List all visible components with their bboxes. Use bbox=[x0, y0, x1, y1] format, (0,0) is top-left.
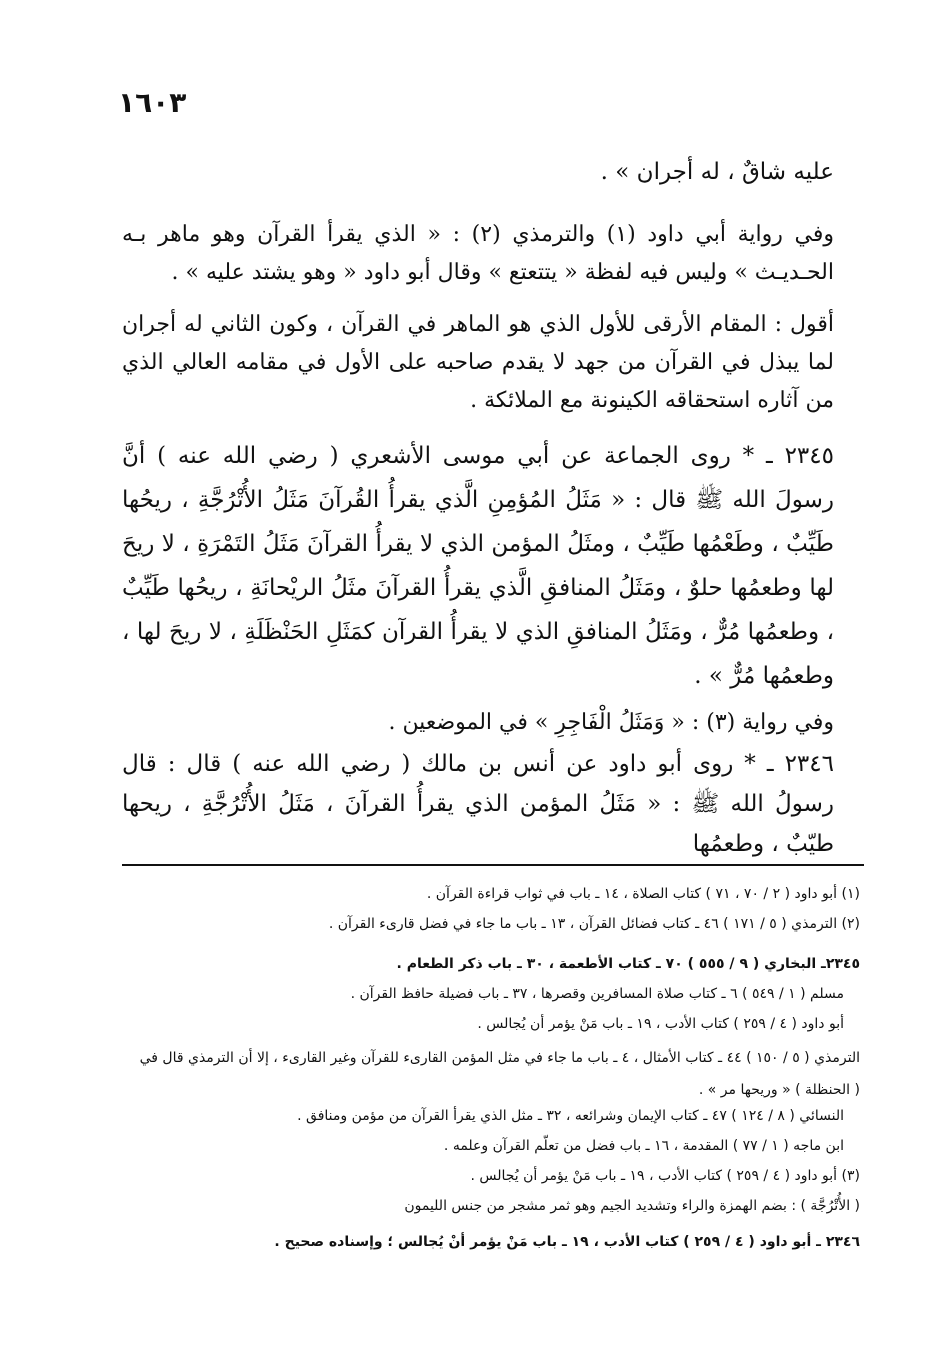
reference-2345-muslim: مسلم ( ١ / ٥٤٩ ) ٦ ـ كتاب صلاة المسافرين وقصرها ، ٣٧ ـ باب فضيلة حافظ القرآن . bbox=[350, 986, 844, 1002]
main-text bbox=[122, 150, 834, 864]
glossary-utrujja: ( الأُتْرُجَّة ) : بضم الهمزة والراء وتشديد الجيم وهو ثمر مشجر من جنس الليمون bbox=[404, 1198, 860, 1214]
paragraph-commentary: أقول : المقام الأرقى للأول الذي هو الماهر في القرآن ، وكون الثاني له أجران لما يبذل في القرآن من جهد لا يقدم صاحبه على الأول في مقامه العالي الذي من آثاره استحقاقه الكينونة مع الملائكة . bbox=[122, 312, 834, 413]
footnote-3: (٣) أبو داود ( ٤ / ٢٥٩ ) كتاب الأدب ، ١٩ ـ باب مَنْ يؤمر أن يُجالس . bbox=[470, 1168, 860, 1184]
footnote-2: (٢) الترمذي ( ٥ / ١٧١ ) ٤٦ ـ كتاب فضائل القرآن ، ١٣ ـ باب ما جاء في فضل قارىء القرآن . bbox=[328, 916, 860, 932]
reference-2345-abu-dawud: أبو داود ( ٤ / ٢٥٩ ) كتاب الأدب ، ١٩ ـ باب مَنْ يؤمر أن يُجالس . bbox=[477, 1016, 844, 1032]
reference-2345-bukhari: ٢٣٤٥ـ البخاري ( ٩ / ٥٥٥ ) ٧٠ ـ كتاب الأطعمة ، ٣٠ ـ باب ذكر الطعام . bbox=[396, 956, 860, 972]
footnote-1: (١) أبو داود ( ٢ / ٧٠ ، ٧١ ) كتاب الصلاة ، ١٤ ـ باب في ثواب قراءة القرآن . bbox=[426, 886, 860, 902]
reference-2345-nasai: النسائي ( ٨ / ١٢٤ ) ٤٧ ـ كتاب الإيمان وشرائعه ، ٣٢ ـ مثل الذي يقرأ القرآن من مؤمن ومنافق . bbox=[297, 1108, 844, 1124]
paragraph-continuation: عليه شاقٌ ، له أجران » . bbox=[600, 159, 834, 185]
footnote-separator bbox=[122, 864, 864, 866]
paragraph-hadith-2345: ٢٣٤٥ ـ * روى الجماعة عن أبي موسى الأشعري ( رضي الله عنه ) أنَّ رسولَ الله ﷺ قال : « مَثَلُ المُؤمِنِ الَّذي يقرأُ القُرآنَ مَثَلُ الأُتْرُجَّةِ ، ريحُها طَيِّبٌ ، وطَعْمُها طَيِّبٌ ، ومثَلُ المؤمن الذي لا يقرأُ القرآنَ مَثَلُ التَمْرَةِ ، لا ريحَ لها وطعمُها حلوٌ ، ومَثَلُ المنافقِ الَّذي يقرأُ القرآنَ مثَلُ الريْحانَةِ ، ريحُها طَيِّبٌ ، وطعمُها مُرٌّ ، ومَثَلُ المنافقِ الذي لا يقرأُ القرآن كمَثَلِ الحَنْظَلَةِ ، لا ريحَ لها ، وطعمُها مُرٌّ » . bbox=[122, 443, 834, 689]
reference-2345-tirmidhi: الترمذي ( ٥ / ١٥٠ ) ٤٤ ـ كتاب الأمثال ، ٤ ـ باب ما جاء في مثل المؤمن القارىء للقرآن وغير القارىء ، إلا أن الترمذي قال في ( الحنظلة ) « وريحها مر » . bbox=[139, 1050, 860, 1098]
page-number: ١٦٠٣ bbox=[118, 86, 187, 119]
paragraph-variant-narration: وفي رواية أبي داود (١) والترمذي (٢) : « الذي يقرأ القرآن وهو ماهر بـه الحـديـث » وليس فيه لفظة « يتتعتع » وقال أبو داود « وهو يشتد عليه » . bbox=[122, 222, 834, 285]
footnotes bbox=[130, 884, 860, 1264]
paragraph-hadith-2346: ٢٣٤٦ ـ * روى أبو داود عن أنس بن مالك ( رضي الله عنه ) قال : قال رسولُ الله ﷺ : « مَثَلُ المؤمن الذي يقرأُ القرآنَ ، مَثَلُ الأُتْرُجَّةِ ، ريحها طيّبٌ ، وطعمُها bbox=[122, 751, 834, 857]
reference-2345-ibn-majah: ابن ماجه ( ١ / ٧٧ ) المقدمة ، ١٦ ـ باب فضل من تعلّم القرآن وعلمه . bbox=[443, 1138, 844, 1154]
paragraph-variant-wording: وفي رواية (٣) : « وَمَثَلُ الْفَاجِرِ » في الموضعين . bbox=[388, 710, 834, 735]
reference-2346: ٢٣٤٦ ـ أبو داود ( ٤ / ٢٥٩ ) كتاب الأدب ، ١٩ ـ باب مَنْ يؤمر أنْ يُجالس ؛ وإسناده صحيح . bbox=[274, 1234, 860, 1250]
